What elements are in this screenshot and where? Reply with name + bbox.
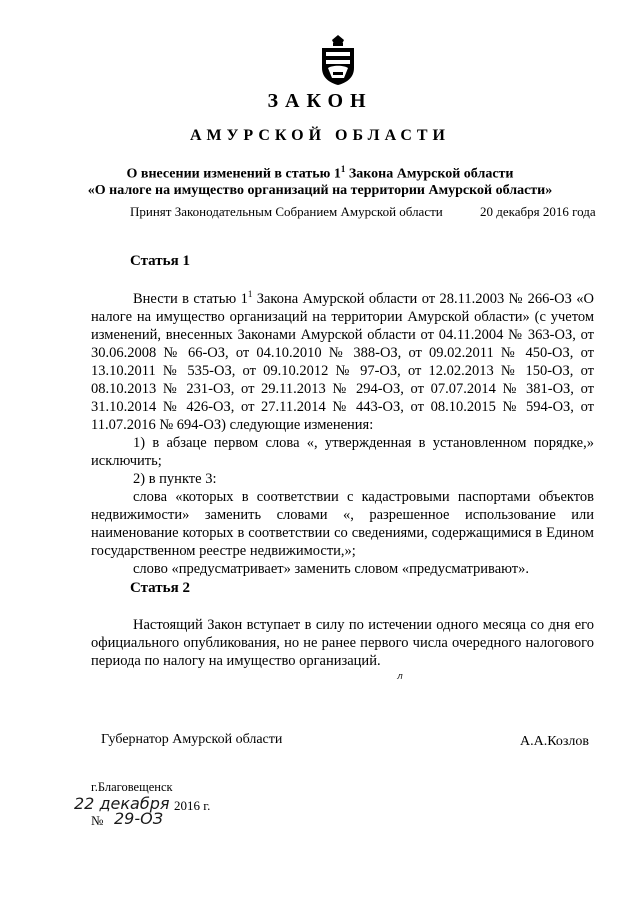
intro-pre: Внести в статью 1	[133, 291, 248, 307]
subject-line-2: «О налоге на имущество организаций на территории Амурской области»	[87, 182, 553, 198]
adopted-by: Принят Законодательным Собранием Амурской области	[130, 204, 443, 219]
article-2-heading: Статья 2	[130, 580, 190, 596]
number-label: №	[91, 813, 104, 828]
article-1-item-2a: слова «которых в соответствии с кадастровыми паспортами объектов недвижимости» заменить словами «, разрешенное использование или наименование которых в соответствии со сведениями, содержащимися в Едином государственном реестре недвижимости,»;	[91, 489, 594, 559]
article-1-item-1: 1) в абзаце первом слова «, утвержденная в установленном порядке,» исключить;	[91, 435, 594, 469]
subject-line-1-post: Закона Амурской области	[345, 166, 514, 182]
signatory-name: А.А.Козлов	[520, 734, 589, 749]
law-subject	[0, 161, 640, 199]
intro-post: Закона Амурской области от 28.11.2003 № 266-ОЗ «О налоге на имущество организаций на территории Амурской области» (с учетом изменений, внесенных Законами Амурской области от 04.11.2004 № 363-ОЗ, от 30.06.2008 № 66-ОЗ, от 04.10.2010 № 388-ОЗ, от 09.02.2011 № 450-ОЗ, от 13.10.2011 № 535-ОЗ, от 09.10.2012 № 97-ОЗ, от 12.02.2013 № 150-ОЗ, от 08.10.2013 № 231-ОЗ, от 29.11.2013 № 294-ОЗ, от 07.07.2014 № 381-ОЗ, от 31.10.2014 № 426-ОЗ, от 27.11.2014 № 443-ОЗ, от 08.10.2015 № 594-ОЗ, от 11.07.2016 № 694-ОЗ) следующие изменения:	[91, 291, 594, 433]
article-1-body	[91, 290, 594, 578]
subject-line-1-pre: О внесении изменений в статью 1	[126, 166, 341, 182]
subject-line-1	[0, 161, 640, 183]
article-1-item-2: 2) в пункте 3:	[133, 471, 217, 487]
article-1-heading: Статья 1	[130, 253, 190, 269]
city: г.Благовещенск	[91, 780, 173, 794]
handwritten-number: 29-ОЗ	[114, 809, 163, 828]
adopted-date: 20 декабря 2016 года	[480, 204, 596, 219]
coat-of-arms-emblem	[318, 34, 358, 86]
subject-line-1-sup: 1	[340, 164, 346, 174]
article-1-intro	[91, 290, 594, 434]
stray-mark: л	[397, 672, 403, 682]
article-1-item-2b: слово «предусматривает» заменить словом «предусматривают».	[133, 561, 529, 577]
year: 2016 г.	[174, 798, 211, 813]
signatory-position: Губернатор Амурской области	[101, 732, 283, 747]
intro-sup: 1	[247, 289, 253, 300]
document-title: ЗАКОН	[267, 90, 373, 112]
article-2-body	[91, 616, 594, 670]
article-2-text: Настоящий Закон вступает в силу по истечении одного месяца со дня его официального опубликования, но не ранее первого числа очередного налогового периода по налогу на имущество организаций.	[91, 617, 594, 669]
region-title: АМУРСКОЙ ОБЛАСТИ	[190, 127, 450, 144]
handwritten-date: 22 декабря	[74, 794, 170, 813]
